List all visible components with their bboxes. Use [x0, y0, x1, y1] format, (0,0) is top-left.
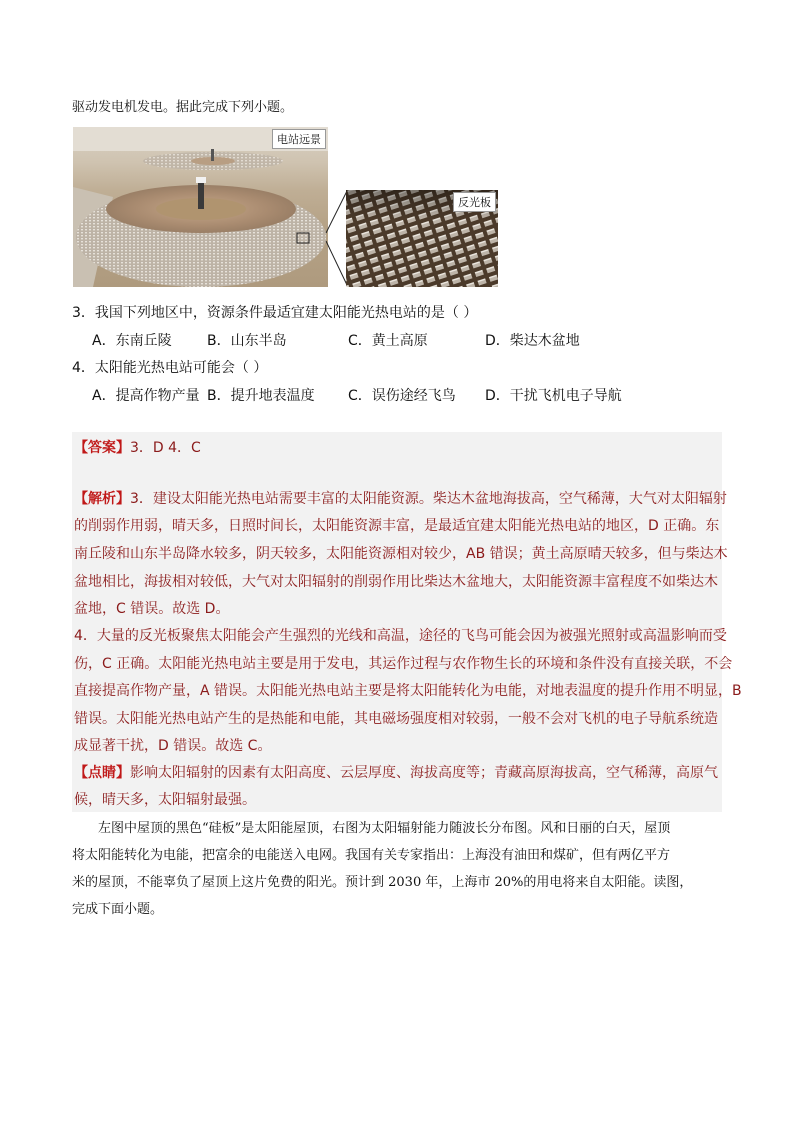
- tip-text-1: 影响太阳辐射的因素有太阳高度、云层厚度、海拔高度等；青藏高原海拔高，空气稀薄，高原气: [130, 765, 718, 781]
- analysis-line-8: 直接提高作物产量，A 错误。太阳能光热电站主要是将太阳能转化为电能，对地表温度的提升作用不明显，B: [74, 683, 742, 699]
- analysis-line-3: 南丘陵和山东半岛降水较多，阴天较多，太阳能资源相对较少，AB 错误；黄土高原晴天较多，但与柴达木: [74, 546, 728, 562]
- answer-text: 3．D 4．C: [130, 440, 201, 456]
- analysis-line-5: 盆地，C 错误。故选 D。: [74, 601, 230, 617]
- next-passage-line-2: 将太阳能转化为电能，把富余的电能送入电网。我国有关专家指出：上海没有油田和煤矿，但有两亿平方: [72, 848, 671, 863]
- analysis-line-2: 的削弱作用弱，晴天多，日照时间长，太阳能资源丰富，是最适宜建太阳能光热电站的地区，D 正确。东: [74, 518, 720, 534]
- question-4-option-a: A．提高作物产量: [92, 388, 200, 404]
- power-station-photo: [73, 127, 328, 287]
- reflector-panels-photo: [346, 190, 498, 287]
- question-3-option-d: D．柴达木盆地: [485, 333, 580, 349]
- figure-label-right: 反光板: [453, 192, 496, 212]
- analysis-text-1: 3．建设太阳能光热电站需要丰富的太阳能资源。柴达木盆地海拔高，空气稀薄，大气对太阳辐射: [130, 491, 727, 507]
- answer-tag: 【答案】: [74, 440, 130, 456]
- next-passage-line-4: 完成下面小题。: [72, 902, 164, 917]
- figure-label-left: 电站远景: [272, 129, 326, 149]
- question-3-option-c: C．黄土高原: [348, 333, 428, 349]
- analysis-line-4: 盆地相比，海拔相对较低，大气对太阳辐射的削弱作用比柴达木盆地大，太阳能资源丰富程度不如柴达木: [74, 574, 718, 590]
- analysis-line-1: [74, 488, 727, 508]
- next-passage-line-3: 米的屋顶，不能辜负了屋顶上这片免费的阳光。预计到 2030 年，上海市 20%的用电将来自太阳能。读图，: [72, 875, 693, 890]
- question-3-option-b: B．山东半岛: [207, 333, 287, 349]
- analysis-line-10: 成显著干扰，D 错误。故选 C。: [74, 738, 272, 754]
- answer-line: [74, 437, 201, 457]
- question-3-stem: 3．我国下列地区中，资源条件最适宜建太阳能光热电站的是（ ）: [72, 305, 478, 321]
- tip-line-2: 候，晴天多，太阳辐射最强。: [74, 792, 256, 808]
- tip-tag: 【点睛】: [74, 765, 130, 781]
- question-4-option-d: D．干扰飞机电子导航: [485, 388, 622, 404]
- analysis-line-9: 错误。太阳能光热电站产生的是热能和电能，其电磁场强度相对较弱，一般不会对飞机的电子导航系统造: [74, 711, 718, 727]
- intro-tail-text: 驱动发电机发电。据此完成下列小题。: [72, 100, 294, 115]
- power-station-illustration: [73, 127, 328, 287]
- question-4-stem: 4．太阳能光热电站可能会（ ）: [72, 360, 268, 376]
- question-3-option-a: A．东南丘陵: [92, 333, 172, 349]
- question-4-option-b: B．提升地表温度: [207, 388, 315, 404]
- answer-analysis-box: [72, 432, 742, 812]
- analysis-tag: 【解析】: [74, 491, 130, 507]
- question-4-option-c: C．误伤途经飞鸟: [348, 388, 456, 404]
- analysis-line-7: 伤，C 正确。太阳能光热电站主要是用于发电，其运作过程与农作物生长的环境和条件没有直接关联，不会: [74, 656, 733, 672]
- analysis-line-6: 4．大量的反光板聚焦太阳能会产生强烈的光线和高温，途径的飞鸟可能会因为被强光照射或高温影响而受: [74, 628, 727, 644]
- next-passage-line-1: 左图中屋顶的黑色“硅板”是太阳能屋顶，右图为太阳辐射能力随波长分布图。风和日丽的白天，屋顶: [98, 821, 671, 836]
- tip-line-1: [74, 762, 718, 782]
